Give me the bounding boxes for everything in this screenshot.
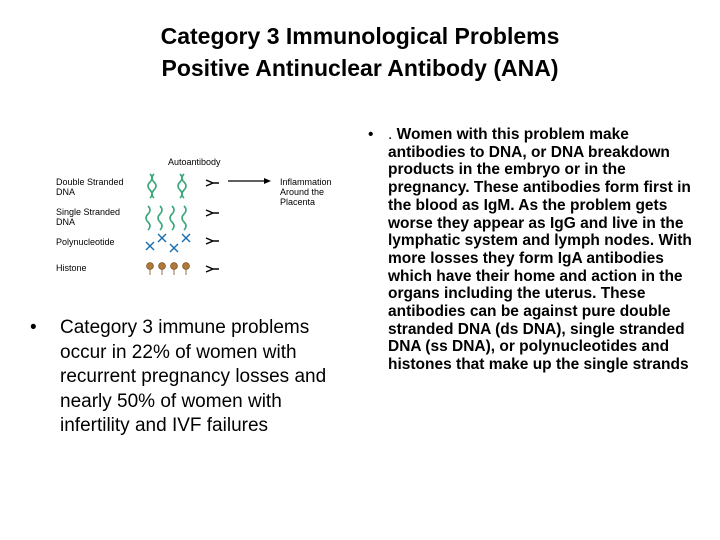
- result-line-1: Inflammation: [280, 177, 332, 187]
- row-label-polynucleotide: Polynucleotide: [56, 237, 115, 247]
- row-label-dsdna-line1: Double Stranded: [56, 177, 124, 187]
- diagram-graphics: [50, 150, 330, 280]
- row-label-ssdna-line2: DNA: [56, 217, 76, 227]
- autoantibody-diagram: [50, 150, 330, 280]
- dsdna-helix: [152, 174, 156, 198]
- histone-icon: [147, 263, 154, 275]
- right-bullet-text: Women with this problem make antibodies to DNA, or DNA breakdown products in the embryo or in the pregnancy. These antibodies form first in the blood as IgM. As the problem gets worse they appear as IgG and live in the lymphatic system and lymph nodes. With more losses they form IgA antibodies which have their home and action in the organs including the uterus. These antibodies can be against pure double stranded DNA (ds DNA), single stranded DNA (ss DNA), or polynucleotides and histones that make up the single strands: [388, 126, 692, 374]
- histone-icon: [159, 263, 166, 275]
- antibody-icon: [206, 180, 219, 186]
- dsdna-helix-group: [148, 174, 186, 198]
- right-bullet-body: [388, 126, 708, 374]
- antibody-icon: [206, 210, 219, 216]
- polynucleotide-icon: [170, 244, 178, 252]
- arrow-icon: [228, 178, 271, 184]
- ssdna-strand: [158, 206, 162, 230]
- polynucleotide-icon: [182, 234, 190, 242]
- bullet-marker: •: [30, 317, 37, 338]
- ssdna-strand-group: [146, 206, 186, 230]
- bullet-marker: •: [368, 126, 374, 143]
- polynucleotide-icon: [146, 242, 154, 250]
- lead-dot: .: [388, 126, 393, 143]
- diagram-header: Autoantibody: [168, 157, 221, 167]
- left-bullet-point: [30, 316, 350, 439]
- result-line-3: Placenta: [280, 197, 316, 207]
- ssdna-strand: [146, 206, 150, 230]
- left-bullet-text: Category 3 immune problems occur in 22% of women with recurrent pregnancy losses and nearly 50% of women with infertility and IVF failures: [60, 317, 327, 436]
- histone-icon: [183, 263, 190, 275]
- slide-title: [0, 20, 720, 84]
- title-line-2: Positive Antinuclear Antibody (ANA): [161, 55, 559, 81]
- polynucleotide-group: [146, 234, 190, 252]
- ssdna-strand: [182, 206, 186, 230]
- histone-icon: [171, 263, 178, 275]
- antibody-group: [206, 180, 219, 272]
- antibody-icon: [206, 238, 219, 244]
- antibody-icon: [206, 266, 219, 272]
- result-line-2: Around the: [280, 187, 325, 197]
- right-bullet-point: [368, 126, 708, 374]
- ssdna-strand: [170, 206, 174, 230]
- row-label-dsdna-line2: DNA: [56, 187, 76, 197]
- histone-group: [147, 263, 190, 275]
- row-label-ssdna-line1: Single Stranded: [56, 207, 121, 217]
- dsdna-helix: [182, 174, 186, 198]
- title-line-1: Category 3 Immunological Problems: [160, 23, 560, 49]
- row-label-histone: Histone: [56, 263, 87, 273]
- polynucleotide-icon: [158, 234, 166, 242]
